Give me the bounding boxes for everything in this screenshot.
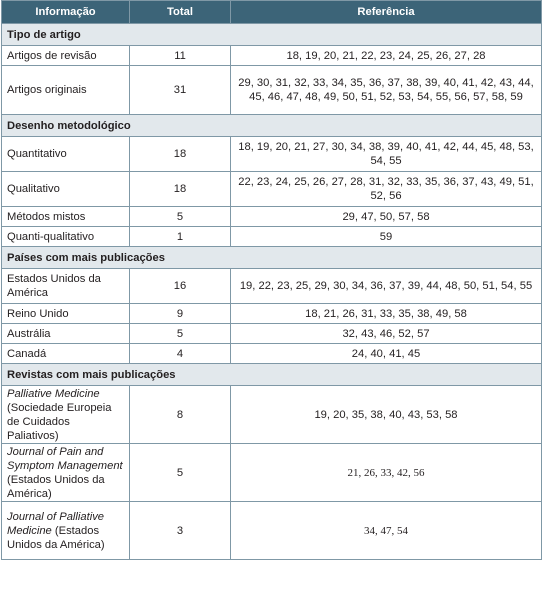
row-label: Qualitativo <box>2 172 130 207</box>
table-row <box>2 324 542 344</box>
journal-name: Journal of Pain and Symptom Management <box>7 445 123 472</box>
row-references: 29, 30, 31, 32, 33, 34, 35, 36, 37, 38, 39, 40, 41, 42, 43, 44, 45, 46, 47, 48, 49, 50, 51, 52, 53, 54, 55, 56, 57, 58, 59 <box>231 66 542 115</box>
row-references: 19, 22, 23, 25, 29, 30, 34, 36, 37, 39, 44, 48, 50, 51, 54, 55 <box>231 269 542 304</box>
row-label: Reino Unido <box>2 304 130 324</box>
row-references: 18, 19, 20, 21, 22, 23, 24, 25, 26, 27, 28 <box>231 46 542 66</box>
table-row <box>2 344 542 364</box>
row-references: 18, 19, 20, 21, 27, 30, 34, 38, 39, 40, 41, 42, 44, 45, 48, 53, 54, 55 <box>231 137 542 172</box>
row-total: 11 <box>130 46 231 66</box>
section-title: Desenho metodológico <box>2 115 542 137</box>
row-total: 3 <box>130 502 231 560</box>
table-row <box>2 66 542 115</box>
row-total: 4 <box>130 344 231 364</box>
row-label <box>2 386 130 444</box>
row-references: 32, 43, 46, 52, 57 <box>231 324 542 344</box>
journal-publisher: (Estados Unidos da América) <box>7 524 105 551</box>
table-row <box>2 172 542 207</box>
row-total: 18 <box>130 172 231 207</box>
row-label: Quanti-qualitativo <box>2 227 130 247</box>
row-label: Estados Unidos da América <box>2 269 130 304</box>
results-table <box>1 0 542 560</box>
header-informacao: Informação <box>2 1 130 24</box>
table-row <box>2 227 542 247</box>
header-row <box>2 1 542 24</box>
row-label <box>2 502 130 560</box>
row-references: 59 <box>231 227 542 247</box>
row-references: 19, 20, 35, 38, 40, 43, 53, 58 <box>231 386 542 444</box>
row-total: 5 <box>130 324 231 344</box>
row-total: 31 <box>130 66 231 115</box>
row-references: 34, 47, 54 <box>231 502 542 560</box>
table-row <box>2 207 542 227</box>
section-title: Países com mais publicações <box>2 247 542 269</box>
row-label <box>2 444 130 502</box>
journal-publisher: (Estados Unidos da América) <box>7 473 105 500</box>
row-label: Canadá <box>2 344 130 364</box>
section-row <box>2 247 542 269</box>
row-total: 8 <box>130 386 231 444</box>
section-row <box>2 24 542 46</box>
row-references: 22, 23, 24, 25, 26, 27, 28, 31, 32, 33, 35, 36, 37, 43, 49, 51, 52, 56 <box>231 172 542 207</box>
row-total: 1 <box>130 227 231 247</box>
table-row <box>2 304 542 324</box>
row-references: 18, 21, 26, 31, 33, 35, 38, 49, 58 <box>231 304 542 324</box>
header-total: Total <box>130 1 231 24</box>
row-label: Quantitativo <box>2 137 130 172</box>
section-title: Revistas com mais publicações <box>2 364 542 386</box>
table-row <box>2 269 542 304</box>
row-references: 21, 26, 33, 42, 56 <box>231 444 542 502</box>
table-row <box>2 386 542 444</box>
row-total: 9 <box>130 304 231 324</box>
row-label: Métodos mistos <box>2 207 130 227</box>
table-row <box>2 46 542 66</box>
table-row <box>2 137 542 172</box>
row-total: 5 <box>130 444 231 502</box>
row-label: Artigos originais <box>2 66 130 115</box>
row-references: 24, 40, 41, 45 <box>231 344 542 364</box>
section-title: Tipo de artigo <box>2 24 542 46</box>
row-total: 18 <box>130 137 231 172</box>
row-references: 29, 47, 50, 57, 58 <box>231 207 542 227</box>
header-referencia: Referência <box>231 1 542 24</box>
table-row <box>2 502 542 560</box>
row-total: 5 <box>130 207 231 227</box>
journal-name: Palliative Medicine <box>7 387 100 400</box>
section-row <box>2 115 542 137</box>
row-label: Austrália <box>2 324 130 344</box>
row-label: Artigos de revisão <box>2 46 130 66</box>
section-row <box>2 364 542 386</box>
table-row <box>2 444 542 502</box>
row-total: 16 <box>130 269 231 304</box>
journal-name: Journal of Palliative Medicine <box>7 510 105 537</box>
journal-publisher: (Sociedade Europeia de Cuidados Paliativos) <box>7 401 112 442</box>
